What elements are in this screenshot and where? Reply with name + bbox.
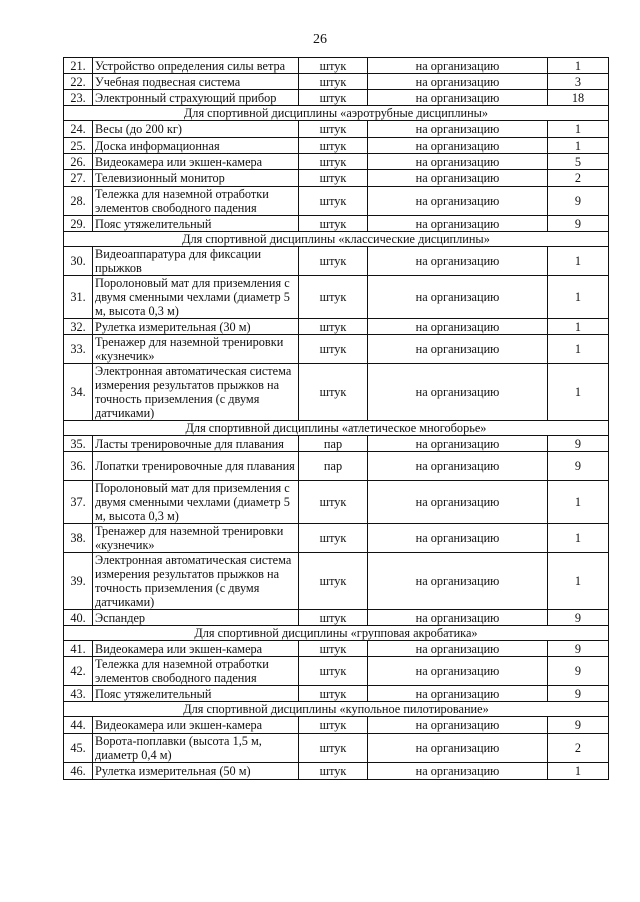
item-quantity: 1: [548, 524, 609, 553]
item-quantity: 9: [548, 187, 609, 216]
item-basis: на организацию: [368, 452, 548, 481]
item-name: Видеокамера или экшен-камера: [93, 154, 299, 170]
item-unit: штук: [299, 717, 368, 734]
item-unit: штук: [299, 154, 368, 170]
table-row: [64, 734, 609, 763]
item-unit: штук: [299, 170, 368, 187]
item-quantity: 9: [548, 216, 609, 232]
section-header-row: [64, 702, 609, 717]
table-row: [64, 610, 609, 626]
item-quantity: 1: [548, 138, 609, 154]
item-basis: на организацию: [368, 216, 548, 232]
item-quantity: 1: [548, 121, 609, 138]
table-row: [64, 170, 609, 187]
table-row: [64, 335, 609, 364]
row-number: 33.: [64, 335, 93, 364]
item-quantity: 9: [548, 641, 609, 657]
section-header-row: [64, 106, 609, 121]
item-quantity: 2: [548, 170, 609, 187]
item-quantity: 9: [548, 452, 609, 481]
item-quantity: 5: [548, 154, 609, 170]
table-row: [64, 717, 609, 734]
item-basis: на организацию: [368, 247, 548, 276]
item-name: Учебная подвесная система: [93, 74, 299, 90]
item-unit: пар: [299, 452, 368, 481]
row-number: 26.: [64, 154, 93, 170]
row-number: 39.: [64, 553, 93, 610]
item-unit: штук: [299, 335, 368, 364]
item-unit: штук: [299, 553, 368, 610]
item-basis: на организацию: [368, 187, 548, 216]
item-name: Поролоновый мат для приземления с двумя сменными чехлами (диаметр 5 м, высота 0,3 м): [93, 481, 299, 524]
item-quantity: 9: [548, 436, 609, 452]
row-number: 21.: [64, 58, 93, 74]
item-basis: на организацию: [368, 170, 548, 187]
row-number: 36.: [64, 452, 93, 481]
item-basis: на организацию: [368, 58, 548, 74]
table-row: [64, 138, 609, 154]
item-quantity: 9: [548, 717, 609, 734]
item-unit: штук: [299, 481, 368, 524]
item-name: Рулетка измерительная (30 м): [93, 319, 299, 335]
item-unit: штук: [299, 216, 368, 232]
item-quantity: 9: [548, 610, 609, 626]
table-row: [64, 763, 609, 780]
item-name: Телевизионный монитор: [93, 170, 299, 187]
row-number: 41.: [64, 641, 93, 657]
item-basis: на организацию: [368, 74, 548, 90]
table-row: [64, 276, 609, 319]
table-row: [64, 247, 609, 276]
section-title: Для спортивной дисциплины «атлетическое многоборье»: [64, 421, 609, 436]
item-name: Тележка для наземной отработки элементов свободного падения: [93, 187, 299, 216]
row-number: 42.: [64, 657, 93, 686]
item-basis: на организацию: [368, 138, 548, 154]
item-quantity: 9: [548, 686, 609, 702]
section-header-row: [64, 232, 609, 247]
item-quantity: 18: [548, 90, 609, 106]
item-quantity: 1: [548, 481, 609, 524]
row-number: 29.: [64, 216, 93, 232]
item-basis: на организацию: [368, 524, 548, 553]
row-number: 30.: [64, 247, 93, 276]
item-quantity: 1: [548, 553, 609, 610]
item-name: Ласты тренировочные для плавания: [93, 436, 299, 452]
table-row: [64, 641, 609, 657]
row-number: 31.: [64, 276, 93, 319]
table-row: [64, 319, 609, 335]
item-unit: пар: [299, 436, 368, 452]
item-name: Рулетка измерительная (50 м): [93, 763, 299, 780]
item-name: Поролоновый мат для приземления с двумя сменными чехлами (диаметр 5 м, высота 0,3 м): [93, 276, 299, 319]
table-row: [64, 154, 609, 170]
table-row: [64, 364, 609, 421]
item-unit: штук: [299, 187, 368, 216]
item-basis: на организацию: [368, 319, 548, 335]
item-basis: на организацию: [368, 481, 548, 524]
item-basis: на организацию: [368, 763, 548, 780]
table-row: [64, 187, 609, 216]
table-row: [64, 74, 609, 90]
item-quantity: 1: [548, 247, 609, 276]
row-number: 44.: [64, 717, 93, 734]
table-row: [64, 436, 609, 452]
item-name: Весы (до 200 кг): [93, 121, 299, 138]
item-name: Доска информационная: [93, 138, 299, 154]
item-unit: штук: [299, 276, 368, 319]
equipment-table: [63, 57, 609, 780]
item-name: Электронная автоматическая система измерения результатов прыжков на точность приземления (с двумя датчиками): [93, 364, 299, 421]
item-quantity: 1: [548, 763, 609, 780]
row-number: 27.: [64, 170, 93, 187]
table-row: [64, 90, 609, 106]
table-row: [64, 481, 609, 524]
item-basis: на организацию: [368, 90, 548, 106]
row-number: 46.: [64, 763, 93, 780]
item-name: Видеокамера или экшен-камера: [93, 717, 299, 734]
item-name: Видеокамера или экшен-камера: [93, 641, 299, 657]
item-name: Ворота-поплавки (высота 1,5 м, диаметр 0,4 м): [93, 734, 299, 763]
item-basis: на организацию: [368, 154, 548, 170]
table-row: [64, 452, 609, 481]
page-number: 26: [313, 32, 327, 47]
item-basis: на организацию: [368, 734, 548, 763]
item-unit: штук: [299, 58, 368, 74]
item-name: Тележка для наземной отработки элементов свободного падения: [93, 657, 299, 686]
table-row: [64, 58, 609, 74]
table-row: [64, 553, 609, 610]
section-header-row: [64, 421, 609, 436]
row-number: 23.: [64, 90, 93, 106]
item-quantity: 1: [548, 364, 609, 421]
table-row: [64, 686, 609, 702]
item-name: Видеоаппаратура для фиксации прыжков: [93, 247, 299, 276]
item-basis: на организацию: [368, 553, 548, 610]
item-name: Устройство определения силы ветра: [93, 58, 299, 74]
item-basis: на организацию: [368, 436, 548, 452]
item-unit: штук: [299, 734, 368, 763]
row-number: 43.: [64, 686, 93, 702]
section-title: Для спортивной дисциплины «групповая акробатика»: [64, 626, 609, 641]
item-basis: на организацию: [368, 641, 548, 657]
table-row: [64, 216, 609, 232]
item-basis: на организацию: [368, 717, 548, 734]
row-number: 22.: [64, 74, 93, 90]
item-name: Тренажер для наземной тренировки «кузнечик»: [93, 335, 299, 364]
equipment-table-body: [64, 58, 609, 780]
item-name: Электронный страхующий прибор: [93, 90, 299, 106]
row-number: 35.: [64, 436, 93, 452]
item-unit: штук: [299, 763, 368, 780]
item-unit: штук: [299, 138, 368, 154]
item-basis: на организацию: [368, 335, 548, 364]
item-quantity: 1: [548, 335, 609, 364]
row-number: 25.: [64, 138, 93, 154]
table-row: [64, 657, 609, 686]
row-number: 28.: [64, 187, 93, 216]
item-name: Лопатки тренировочные для плавания: [93, 452, 299, 481]
item-name: Эспандер: [93, 610, 299, 626]
item-quantity: 1: [548, 58, 609, 74]
item-quantity: 3: [548, 74, 609, 90]
row-number: 24.: [64, 121, 93, 138]
table-row: [64, 121, 609, 138]
item-name: Пояс утяжелительный: [93, 686, 299, 702]
row-number: 45.: [64, 734, 93, 763]
section-title: Для спортивной дисциплины «купольное пилотирование»: [64, 702, 609, 717]
table-row: [64, 524, 609, 553]
item-quantity: 1: [548, 319, 609, 335]
item-name: Тренажер для наземной тренировки «кузнечик»: [93, 524, 299, 553]
item-unit: штук: [299, 657, 368, 686]
row-number: 40.: [64, 610, 93, 626]
item-unit: штук: [299, 686, 368, 702]
item-unit: штук: [299, 610, 368, 626]
item-quantity: 9: [548, 657, 609, 686]
row-number: 38.: [64, 524, 93, 553]
row-number: 34.: [64, 364, 93, 421]
row-number: 32.: [64, 319, 93, 335]
item-unit: штук: [299, 364, 368, 421]
item-basis: на организацию: [368, 121, 548, 138]
item-name: Электронная автоматическая система измерения результатов прыжков на точность приземления (с двумя датчиками): [93, 553, 299, 610]
item-basis: на организацию: [368, 686, 548, 702]
item-unit: штук: [299, 247, 368, 276]
item-unit: штук: [299, 641, 368, 657]
section-title: Для спортивной дисциплины «аэротрубные дисциплины»: [64, 106, 609, 121]
row-number: 37.: [64, 481, 93, 524]
item-basis: на организацию: [368, 610, 548, 626]
item-unit: штук: [299, 524, 368, 553]
section-header-row: [64, 626, 609, 641]
item-unit: штук: [299, 319, 368, 335]
item-unit: штук: [299, 74, 368, 90]
section-title: Для спортивной дисциплины «классические дисциплины»: [64, 232, 609, 247]
item-quantity: 1: [548, 276, 609, 319]
item-unit: штук: [299, 121, 368, 138]
item-basis: на организацию: [368, 276, 548, 319]
item-basis: на организацию: [368, 364, 548, 421]
item-unit: штук: [299, 90, 368, 106]
item-quantity: 2: [548, 734, 609, 763]
item-basis: на организацию: [368, 657, 548, 686]
item-name: Пояс утяжелительный: [93, 216, 299, 232]
